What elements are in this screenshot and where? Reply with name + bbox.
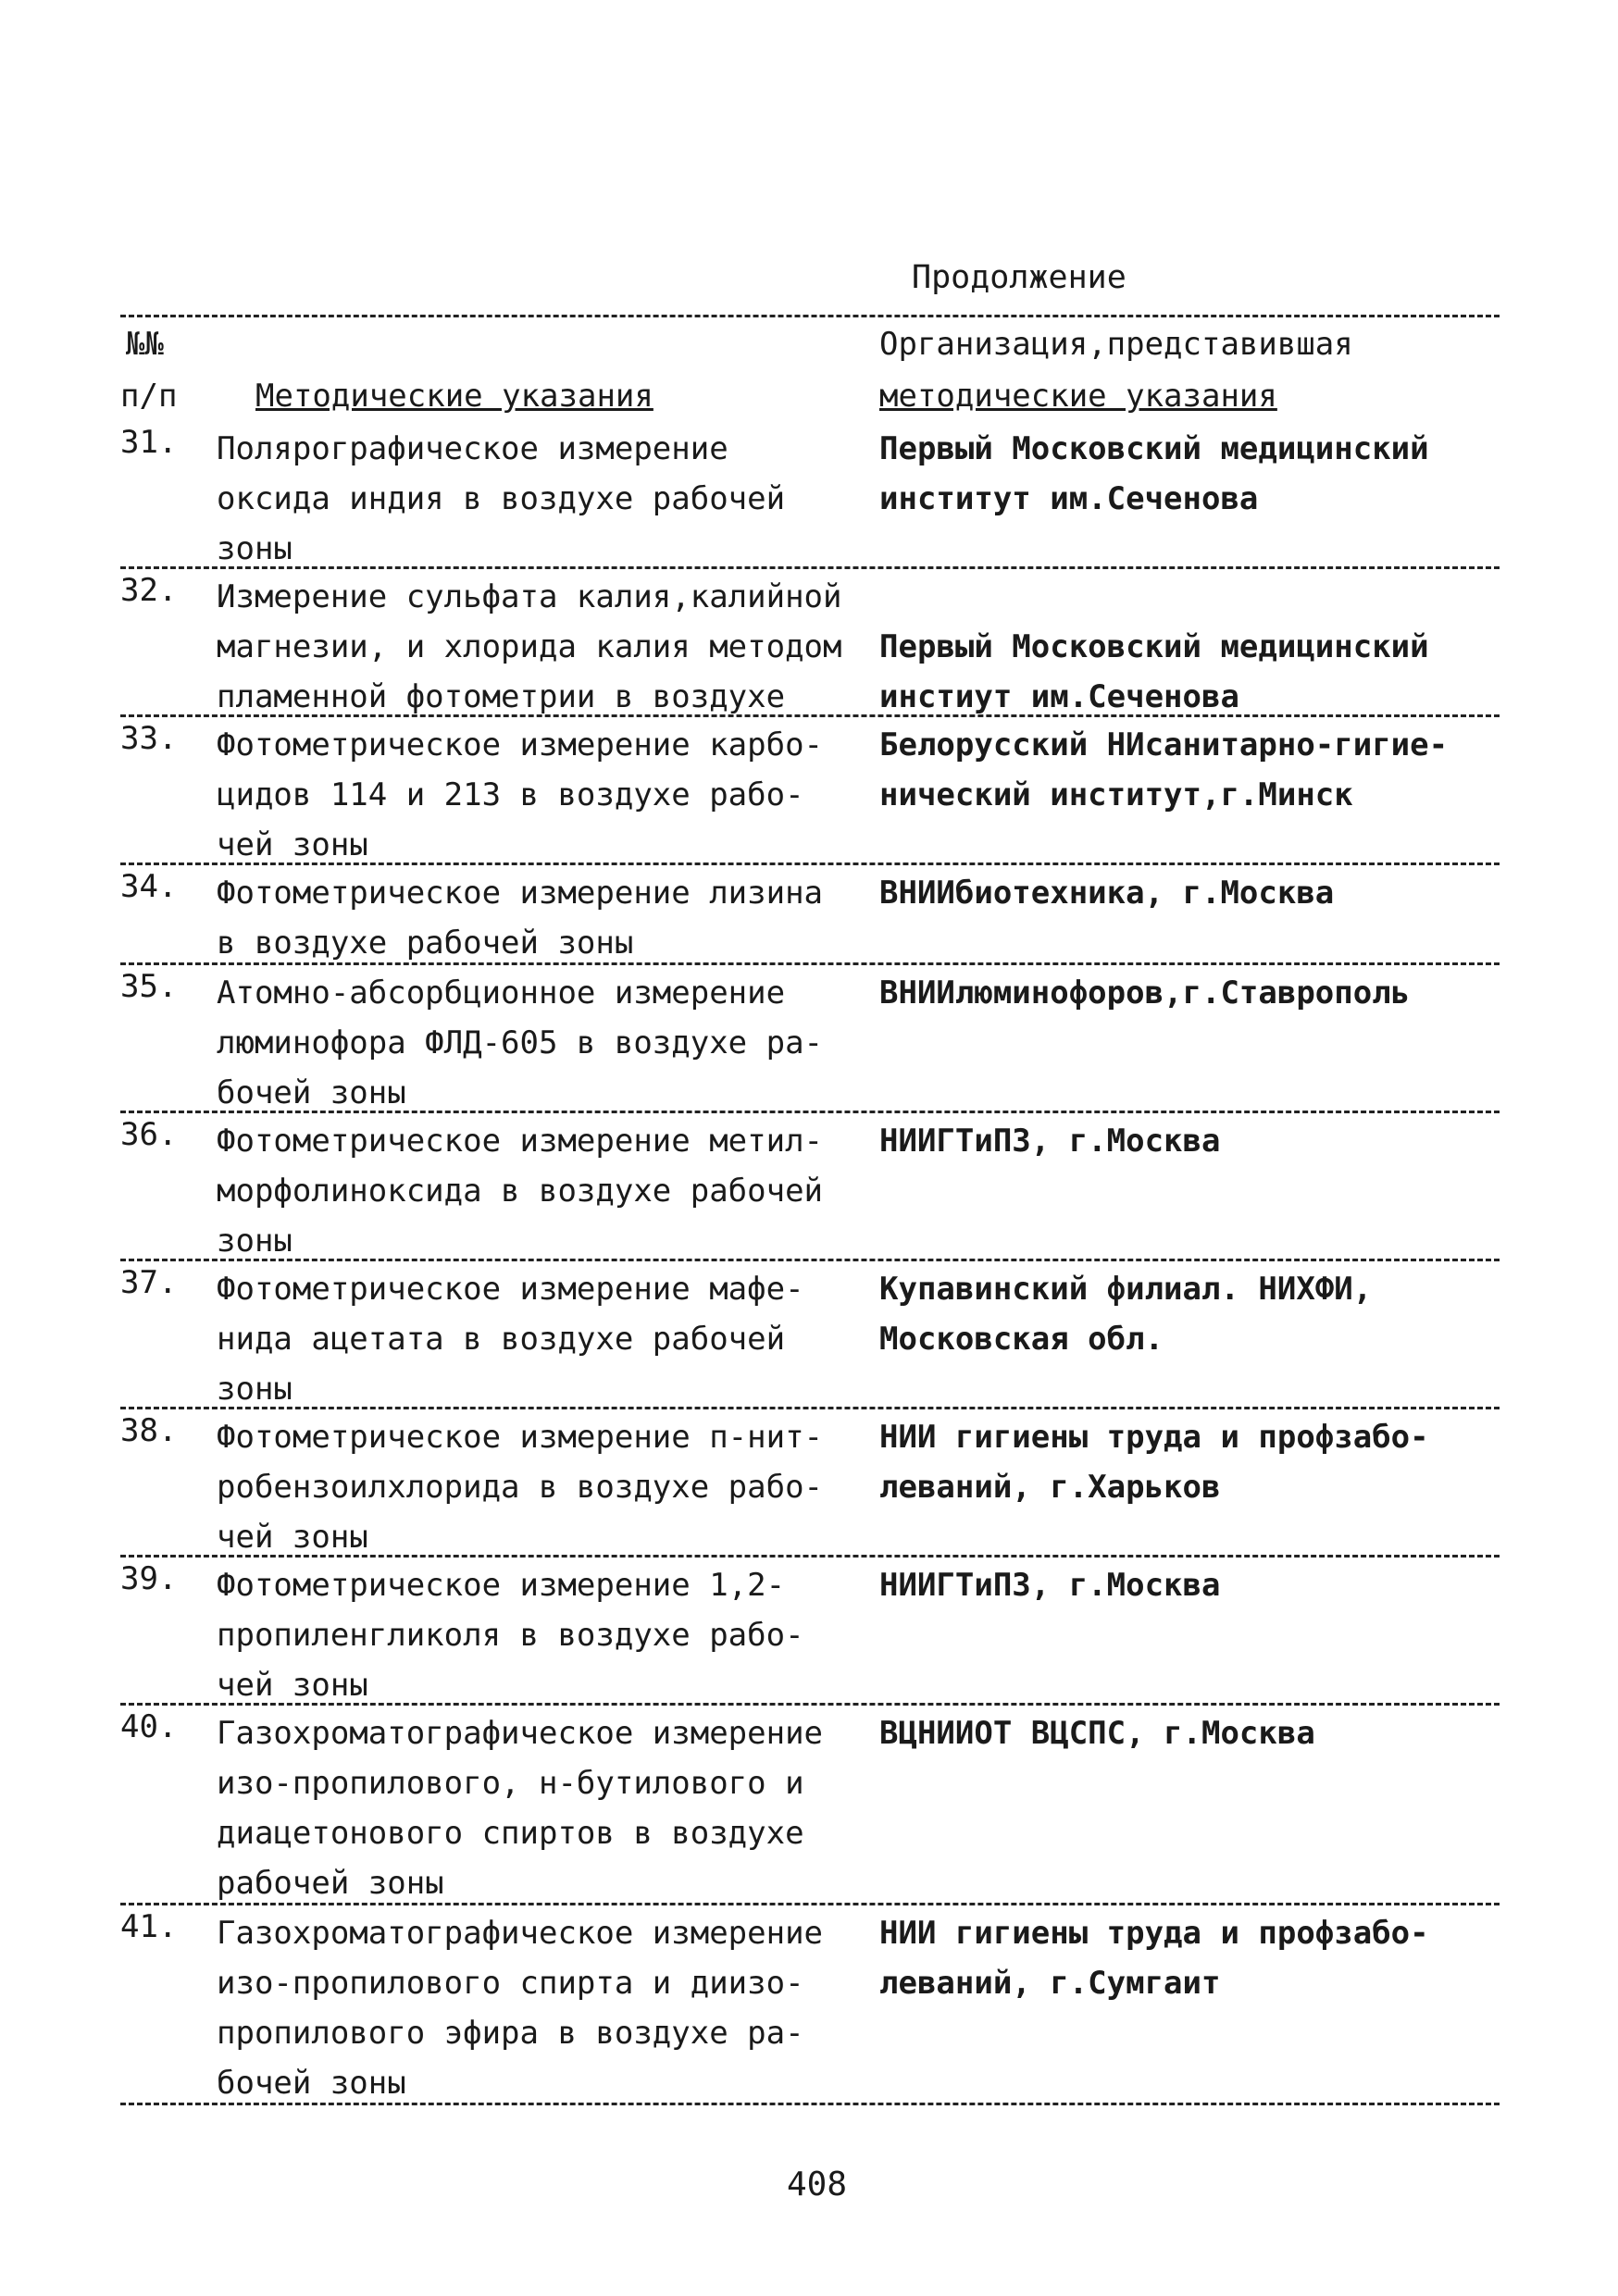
method-line: чей зоны (217, 1519, 368, 1556)
org-cell (879, 1264, 1518, 1364)
method-line: пропиленгликоля в воздухе рабо- (217, 1617, 804, 1654)
org-line: Белорусский НИсанитарно-гигие- (879, 726, 1449, 763)
method-line: цидов 114 и 213 в воздухе рабо- (217, 776, 804, 813)
method-line: изо-пропилового, н-бутилового и (217, 1765, 804, 1802)
row-number: 36. (120, 1116, 178, 1153)
org-cell (879, 424, 1518, 524)
method-line: изо-пропилового спирта и диизо- (217, 1965, 804, 2002)
table-bottom-rule (120, 2103, 1500, 2105)
method-line: Газохроматографическое измерение (217, 1915, 824, 1952)
row-number: 41. (120, 1908, 178, 1945)
numero-sign: №№ (126, 326, 164, 363)
method-line: бочей зоны (217, 2065, 406, 2102)
method-cell (217, 424, 985, 574)
org-cell (879, 720, 1518, 820)
method-line: рабочей зоны (217, 1865, 444, 1902)
row-separator (120, 1703, 1500, 1706)
method-line: магнезии, и хлорида калия методом (217, 628, 842, 665)
org-cell (879, 1908, 1518, 2008)
pp-header: п/п (120, 378, 178, 415)
org-line: инстиут им.Сеченова (879, 678, 1239, 715)
method-line: Фотометрическое измерение п-нит- (217, 1419, 824, 1456)
method-line: Фотометрическое измерение мафе- (217, 1271, 804, 1308)
row-separator (120, 1111, 1500, 1113)
org-line: нический институт,г.Минск (879, 776, 1353, 813)
method-column-header: Методические указания (255, 378, 653, 415)
org-cell (879, 1708, 1518, 1758)
row-separator (120, 962, 1500, 965)
org-column-header-line1: Организация,представившая (879, 326, 1353, 363)
method-line: морфолиноксида в воздухе рабочей (217, 1173, 824, 1210)
method-line: Полярографическое измерение (217, 430, 728, 467)
method-cell (217, 1412, 985, 1562)
method-line: Атомно-абсорбционное измерение (217, 974, 786, 1011)
row-number: 40. (120, 1708, 178, 1745)
org-line: ВНИИбиотехника, г.Москва (879, 875, 1335, 912)
org-line: НИИ гигиены труда и профзабо- (879, 1915, 1429, 1952)
row-separator (120, 566, 1500, 569)
method-line: диацетонового спиртов в воздухе (217, 1815, 804, 1852)
org-line (879, 572, 1518, 622)
method-line: нида ацетата в воздухе рабочей (217, 1321, 786, 1358)
org-line: ВЦНИИОТ ВЦСПС, г.Москва (879, 1715, 1315, 1752)
method-line: чей зоны (217, 1667, 368, 1704)
method-line: Фотометрическое измерение лизина (217, 875, 824, 912)
org-cell (879, 1412, 1518, 1512)
org-line: Первый Московский медицинский (879, 430, 1429, 467)
org-cell (879, 572, 1518, 722)
method-line: Газохроматографическое измерение (217, 1715, 824, 1752)
method-cell (217, 1708, 985, 1908)
org-line: леваний, г.Сумгаит (879, 1965, 1221, 2002)
row-number: 38. (120, 1412, 178, 1449)
method-cell (217, 1560, 985, 1710)
org-cell (879, 968, 1518, 1018)
method-cell (217, 868, 985, 968)
method-cell (217, 968, 985, 1118)
org-line: Купавинский филиал. НИХФИ, (879, 1271, 1373, 1308)
method-line: оксида индия в воздухе рабочей (217, 480, 786, 517)
row-separator (120, 1903, 1500, 1905)
method-line: зоны (217, 530, 292, 567)
method-line: люминофора ФЛД-605 в воздухе ра- (217, 1024, 824, 1061)
method-line: пламенной фотометрии в воздухе (217, 678, 786, 715)
table-top-rule (120, 315, 1500, 317)
method-line: робензоилхлорида в воздухе рабо- (217, 1469, 824, 1506)
row-number: 34. (120, 868, 178, 905)
row-number: 33. (120, 720, 178, 757)
org-line: НИИГТиПЗ, г.Москва (879, 1567, 1221, 1604)
org-cell (879, 1560, 1518, 1610)
org-cell (879, 1116, 1518, 1166)
row-separator (120, 1259, 1500, 1261)
row-separator (120, 863, 1500, 865)
org-line: ВНИИлюминофоров,г.Ставрополь (879, 974, 1411, 1011)
row-separator (120, 1407, 1500, 1409)
row-separator (120, 1555, 1500, 1558)
continued-label: Продолжение (912, 259, 1126, 296)
method-line: Фотометрическое измерение 1,2- (217, 1567, 786, 1604)
method-line: пропилового эфира в воздухе ра- (217, 2015, 804, 2052)
org-line: институт им.Сеченова (879, 480, 1259, 517)
method-line: Фотометрическое измерение метил- (217, 1123, 824, 1160)
method-cell (217, 1116, 985, 1266)
row-number: 32. (120, 572, 178, 609)
org-line: леваний, г.Харьков (879, 1469, 1221, 1506)
row-separator (120, 714, 1500, 717)
row-number: 35. (120, 968, 178, 1005)
method-line: чей зоны (217, 826, 368, 863)
method-cell (217, 572, 985, 722)
method-line: Измерение сульфата калия,калийной (217, 578, 842, 615)
org-cell (879, 868, 1518, 918)
method-cell (217, 1264, 985, 1414)
page-number: 408 (787, 2166, 848, 2203)
org-line: Первый Московский медицинский (879, 628, 1429, 665)
method-cell (217, 1908, 985, 2108)
method-line: бочей зоны (217, 1074, 406, 1111)
method-line: в воздухе рабочей зоны (217, 925, 634, 962)
org-line: Московская обл. (879, 1321, 1164, 1358)
row-number: 31. (120, 424, 178, 461)
org-line: НИИ гигиены труда и профзабо- (879, 1419, 1429, 1456)
method-line: зоны (217, 1222, 292, 1260)
row-number: 39. (120, 1560, 178, 1597)
org-line: НИИГТиПЗ, г.Москва (879, 1123, 1221, 1160)
method-line: зоны (217, 1371, 292, 1408)
row-number: 37. (120, 1264, 178, 1301)
method-cell (217, 720, 985, 870)
method-line: Фотометрическое измерение карбо- (217, 726, 824, 763)
org-column-header-line2: методические указания (879, 378, 1277, 415)
